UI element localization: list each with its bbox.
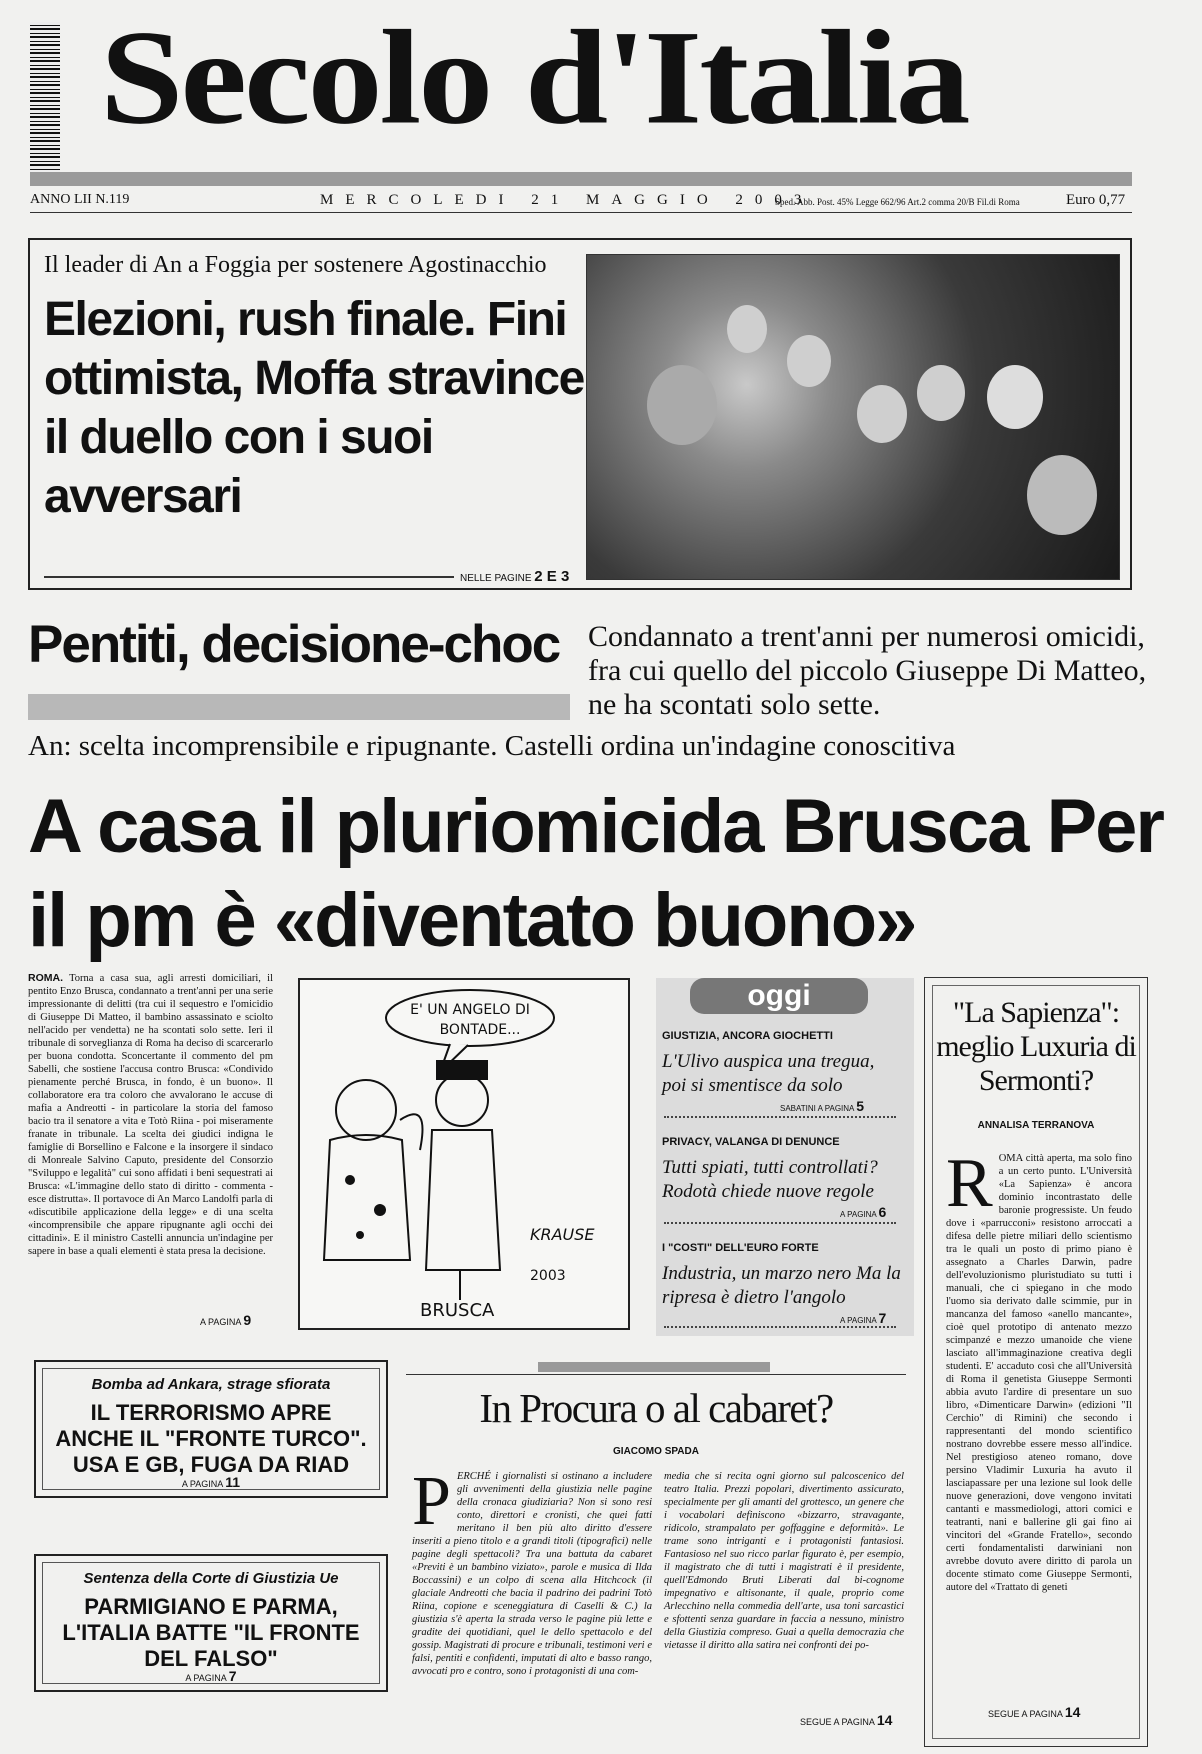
- page-ref-label: A PAGINA: [185, 1673, 227, 1683]
- article-dateline: ROMA.: [28, 972, 63, 984]
- oggi-item-text: Industria, un marzo nero Ma la ripresa è dietro l'angolo: [662, 1263, 901, 1308]
- oggi-item-heading[interactable]: PRIVACY, VALANGA DI DENUNCE: [662, 1136, 840, 1148]
- oggi-item-heading[interactable]: I "COSTI" DELL'EURO FORTE: [662, 1242, 819, 1254]
- page-ref-label: SABATINI A PAGINA: [780, 1104, 854, 1113]
- oggi-item-page-ref: [780, 1098, 864, 1114]
- pentiti-deck: Condannato a trent'anni per numerosi omicidi, fra cui quello del piccolo Giuseppe Di Matteo, ne ha scontati solo sette.: [588, 620, 1147, 721]
- box-headline: IL TERRORISMO APRE ANCHE IL "FRONTE TURCO". USA E GB, FUGA DA RIAD: [55, 1400, 367, 1477]
- page-ref-number: 14: [876, 1712, 893, 1728]
- box-headline: PARMIGIANO E PARMA, L'ITALIA BATTE "IL FRONTE DEL FALSO": [62, 1594, 360, 1671]
- masthead-underline: [30, 212, 1132, 213]
- issue-date: MERCOLEDI 21 MAGGIO 2003: [320, 192, 814, 208]
- lead-rule: [44, 576, 454, 578]
- lead-page-ref: [460, 568, 569, 585]
- page-ref-label: A PAGINA: [200, 1317, 241, 1327]
- newspaper-masthead: Secolo d'Italia: [100, 2, 968, 153]
- oggi-item-page-ref: [840, 1310, 886, 1326]
- box-kicker: Bomba ad Ankara, strage sfiorata: [91, 1376, 331, 1393]
- postal-notice: Sped. Abb. Post. 45% Legge 662/96 Art.2 comma 20/B Fil.di Roma: [775, 197, 1020, 207]
- main-headline[interactable]: A casa il pluriomicida Brusca Per il pm è «diventato buono»: [28, 784, 1164, 963]
- page-ref-number: 6: [878, 1204, 887, 1220]
- page-ref-label: A PAGINA: [181, 1479, 223, 1489]
- page-ref-number: 5: [856, 1098, 864, 1114]
- procura-column-2: media che si recita ogni giorno sul palcoscenico del teatro Italia. Prezzi popolari, divertimento assicurato, specialmente per gli amanti del grottesco, un genere che i vocabolari definiscono «bizzarro, stravagante, ridicolo, strampalato per goffaggine e deformità». Le trame sono intriganti e i protagonisti fantasiosi. Fantasioso nel suo ricco parlar figurato è, per esempio, il magistrato che di tutti i magistrati è il presidente, quell'Edmondo Bruti Liberati dal bi-cognome impegnativo e altisonante, il quale, proprio come Arlecchino nella commedia dell'arte, usa toni sarcastici e sfottenti senza guardare in faccia a nessuno, ministro della Giustizia compreso. Guai a quella democrazia che vietasse il diritto alla satira nei confronti dei po-: [664, 1471, 904, 1651]
- page-ref-number: 14: [1064, 1704, 1081, 1720]
- page-ref-number: 9: [243, 1312, 252, 1328]
- oggi-item-text: Tutti spiati, tutti controllati? Rodotà chiede nuove regole: [662, 1157, 878, 1202]
- cartoon-signature: KRAUSE: [530, 1225, 595, 1244]
- oggi-item-text: L'Ulivo auspica una tregua, poi si smentisce da solo: [662, 1051, 875, 1096]
- masthead-rule: [30, 172, 1132, 186]
- procura-headline[interactable]: In Procura o al cabaret?: [479, 1385, 833, 1431]
- procura-author: GIACOMO SPADA: [613, 1446, 699, 1457]
- grey-bar: [28, 694, 570, 720]
- page-ref-number: 2 E 3: [534, 568, 570, 585]
- cartoon-year: 2003: [530, 1268, 566, 1284]
- lead-headline[interactable]: Elezioni, rush finale. Fini ottimista, Moffa stravince il duello con i suoi avversari: [44, 293, 584, 523]
- dotted-divider: [664, 1326, 896, 1328]
- box-page-ref: [36, 1668, 386, 1684]
- dropcap: P: [412, 1463, 451, 1540]
- article-body: ERCHÉ i giornalisti si ostinano a includere gli avvenimenti della giustizia nelle pagine della cronaca giudiziaria? Non si sono resi conto, direttori e cronisti, che quei fatti meritano il ben più alto diritto d'essere inseriti a pieno titolo e a grandi titoli (tipografici) nelle pagine degli spettacoli? Tra una battuta da cabaret «Previti è un bambino viziato», parole e musica di Ilda Boccassini) e un colpo di scena alla Hitchcock (il glaciale Andreotti che bacia il padrino dei padrini Totò Riina, copione e sceneggiatura di Caselli & C.) la giustizia s'è aperta la strada verso le pagine più lette e gradite dei quotidiani, quel le dello spettacolo e del gossip. Magistrati di procure e tribunali, testimoni veri e falsi, pentiti e confidenti, imputati di alto e basso rango, avvocati pro e contro, sono i protagonisti di una com-: [412, 1471, 652, 1677]
- cartoon-balloon-line2: BONTADE...: [439, 1022, 521, 1038]
- section-rule: [406, 1374, 906, 1375]
- sapienza-author: ANNALISA TERRANOVA: [977, 1120, 1095, 1131]
- lead-kicker: Il leader di An a Foggia per sostenere Agostinacchio: [44, 252, 547, 278]
- issue-number: ANNO LII N.119: [30, 192, 130, 207]
- grey-bar: [538, 1362, 770, 1372]
- oggi-label: oggi: [690, 978, 868, 1014]
- barcode: [30, 22, 60, 182]
- box-kicker: Sentenza della Corte di Giustizia Ue: [83, 1570, 339, 1587]
- cartoon-drawing: [300, 980, 628, 1328]
- page-ref-label: A PAGINA: [840, 1210, 877, 1219]
- sapienza-headline[interactable]: "La Sapienza": meglio Luxuria di Sermonti?: [936, 996, 1136, 1097]
- dropcap: R: [946, 1145, 993, 1222]
- pentiti-subhead: An: scelta incomprensibile e ripugnante. Castelli ordina un'indagine conoscitiva: [28, 730, 956, 762]
- cartoon-balloon-line1: E' UN ANGELO DI: [410, 1002, 530, 1018]
- brusca-article: [28, 972, 273, 1258]
- procura-column-1: [412, 1463, 652, 1678]
- box-page-ref: [36, 1474, 386, 1490]
- page-ref-number: 7: [878, 1310, 887, 1326]
- page-ref-number: 11: [225, 1474, 241, 1490]
- dotted-divider: [664, 1222, 896, 1224]
- ankara-box[interactable]: [34, 1360, 388, 1498]
- page-ref-label: SEGUE A PAGINA: [988, 1709, 1063, 1719]
- price: Euro 0,77: [1066, 192, 1126, 208]
- cartoon-caption: BRUSCA: [420, 1300, 495, 1321]
- procura-page-ref: [800, 1712, 892, 1728]
- oggi-item-page-ref: [840, 1204, 886, 1220]
- page-ref-label: SEGUE A PAGINA: [800, 1717, 875, 1727]
- pentiti-headline[interactable]: Pentiti, decisione-choc: [28, 615, 560, 674]
- brusca-page-ref: [200, 1312, 251, 1328]
- oggi-item-heading[interactable]: GIUSTIZIA, ANCORA GIOCHETTI: [662, 1030, 833, 1042]
- sapienza-body: [946, 1145, 1132, 1594]
- article-body: Torna a casa sua, agli arresti domiciliari, il pentito Enzo Brusca, condannato a trent'anni per una serie impressionante di delitti (tra cui il sequestro e l'omicidio di Giuseppe Di Matteo, il bambino assassinato e sciolto nell'acido per vendetta) ne ha scontati solo sette. Ieri il tribunale di sorveglianza di Roma ha deciso di scarcerarlo per buona condotta. Sconcertante il commento del pm Sabelli, che sostiene l'accusa contro Brusca: «Condivido pienamente perché Brusca, in fondo, è un buono». Il collaboratore era tra coloro che avvalorano le accuse di mafia a Andreotti - in particolare la storia del famoso bacio tra il senatore a vita e Totò Riina - poi miseramente franate in tribunale. La scelta dei giudici indigna le famiglie di Borsellino e Falcone e la insorgere il sindaco di Monreale Salvino Caputo, presidente del Consorzio "Sviluppo e legalità" cui sono affidati i beni sequestrati ai Brusca: «L'immagine dello stato di diritto - commenta - esce distrutta». Il portavoce di An Marco Landolfi parla di «discutibile applicazione della legge» e di una scelta «incomprensibile che appare ripugnante agli occhi dei cittadini». E il ministro Castelli annuncia un'indagine per sapere in base a quali elementi è stata presa la decisione.: [28, 973, 273, 1257]
- lead-photo: [586, 254, 1120, 580]
- page-ref-label: NELLE PAGINE: [460, 573, 532, 584]
- dotted-divider: [664, 1116, 896, 1118]
- article-body: OMA città aperta, ma solo fino a un certo punto. L'Università «La Sapienza» è ancora dominio incontrastato delle baronie progressiste. Un feudo dove i «parrucconi» resistono arroccati a difesa delle pietre miliari dello scientismo tra le quali un posto di primo piano è assegnato a Charles Darwin, padre dell'evoluzionismo pluristudiato su tutti i manuali, che ci spiegano in che modo l'uomo sia derivato dalle scimmie, pur in mancanza del famoso «anello mancante», cioè quel prototipo di antenato mezzo scimpanzé e mezzo umanoide che viene lasciato all'immaginazione creativa degli studenti. E' accaduto così che all'Università di Roma il genetista Giuseppe Sermonti abbia avuto l'ardire di presentare un suo libro, «Dimenticare Darwin» (edizioni "Il Cerchio" di Rimini) che secondo i rappresentanti del mondo scientifico nostrano dovrebbe essere messo all'indice. Nel prestigioso ateneo romano, dove persino Vladimir Luxuria ha avuto il lasciapassare per una lezione sul look delle nuove generazioni, dove vengono invitati cantanti e massmediologi, attori comici e teatranti, nani e ballerine gli gai fino ai vincitori del «Grande Fratello», secondo certi fondamentalisti darwiniani non avrebbe dovuto avere diritto di parola un docente stimato come Giuseppe Sermonti, autore del «Trattato di geneti: [946, 1153, 1132, 1593]
- page-ref-label: A PAGINA: [840, 1316, 877, 1325]
- page-ref-number: 7: [228, 1668, 237, 1684]
- cartoon: [298, 978, 630, 1330]
- parma-box[interactable]: [34, 1554, 388, 1692]
- sapienza-page-ref: [988, 1704, 1080, 1720]
